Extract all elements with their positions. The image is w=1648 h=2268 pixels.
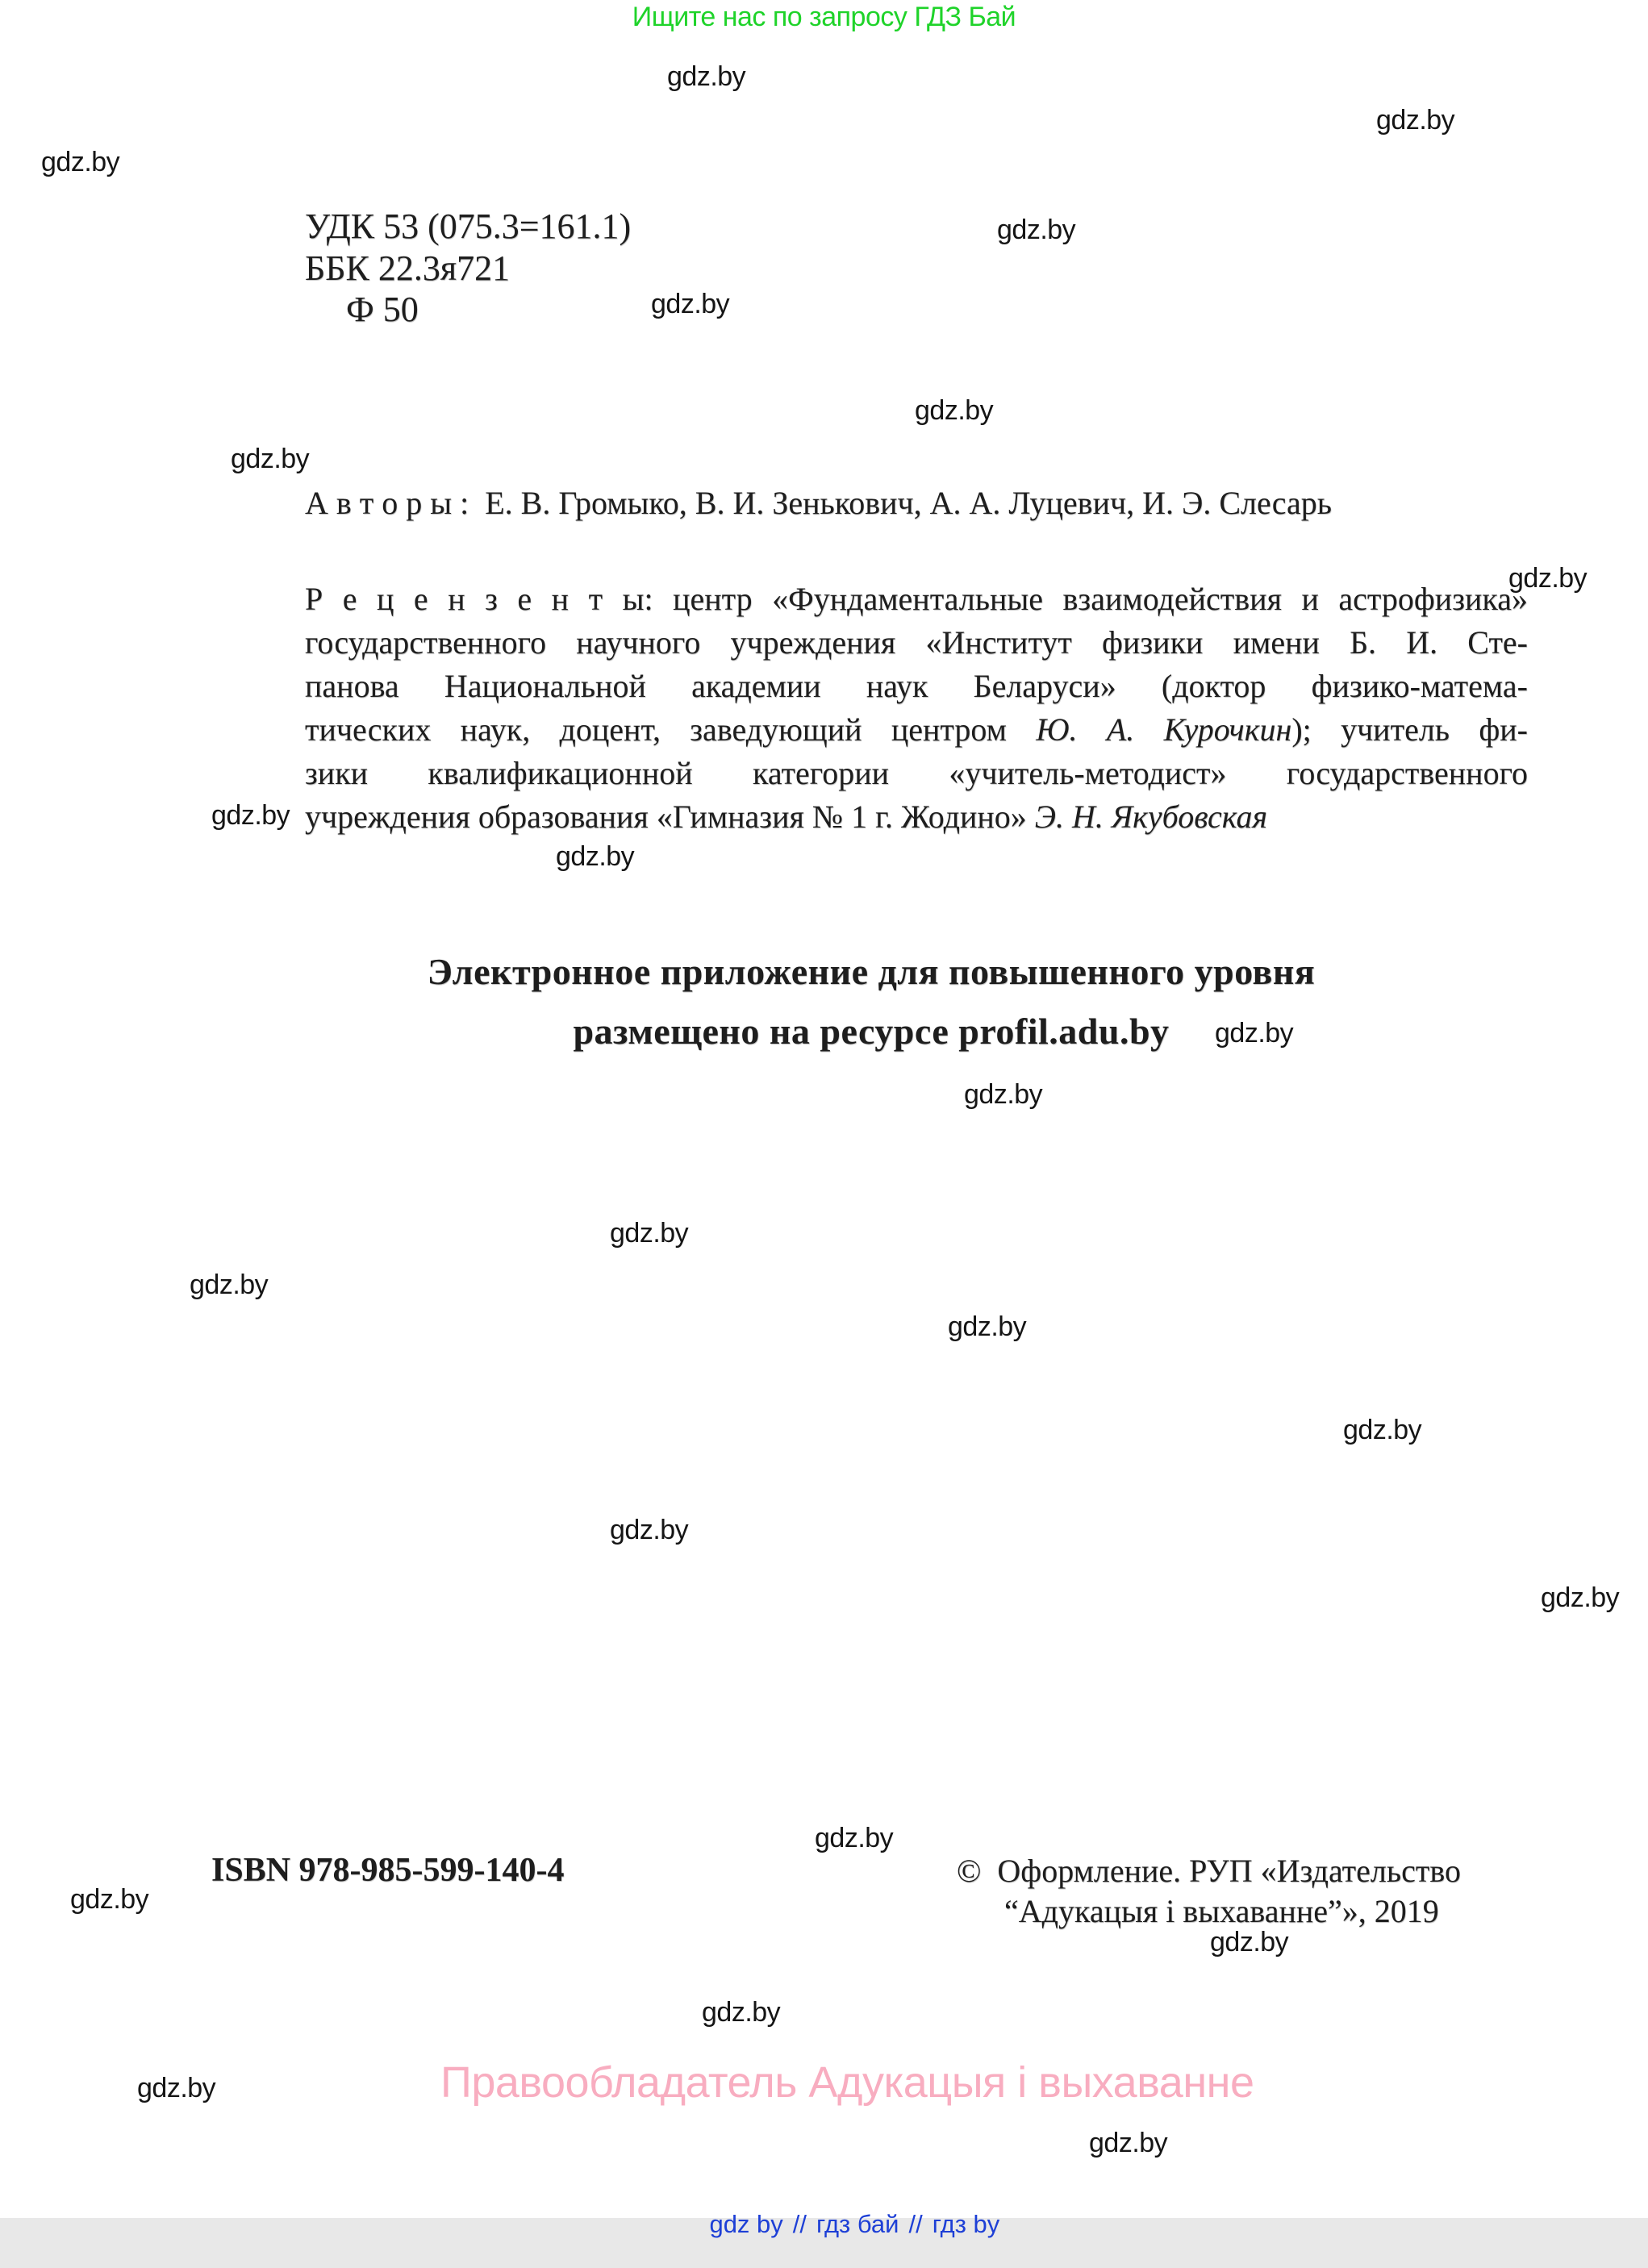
- footer-link-gdz-bai[interactable]: гдз бай: [816, 2210, 899, 2238]
- reviewers-line-4: [305, 708, 1528, 752]
- gdz-watermark: gdz.by: [1508, 563, 1588, 594]
- copyright-line-2: “Адукацыя і выхаванне”», 2019: [1004, 1893, 1439, 1929]
- reviewers-line-4-text: тических наук, доцент, заведующий центром: [305, 711, 1037, 748]
- reviewers-line-3: панова Национальной академии наук Беларуси» (доктор физико-матема-: [305, 668, 1528, 704]
- reviewers-line-2: государственного научного учреждения «Институт физики имени Б. И. Сте-: [305, 624, 1528, 661]
- udk-code: УДК 53 (075.3=161.1): [305, 206, 632, 246]
- gdz-watermark: gdz.by: [137, 2073, 216, 2103]
- gdz-watermark: gdz.by: [1376, 105, 1455, 135]
- footer-link-gdz-by[interactable]: gdz by: [709, 2210, 783, 2238]
- footer-separator: //: [792, 2210, 807, 2238]
- gdz-watermark: gdz.by: [997, 215, 1076, 245]
- footer-separator: //: [908, 2210, 923, 2238]
- gdz-watermark: gdz.by: [964, 1079, 1043, 1110]
- gdz-watermark: gdz.by: [610, 1218, 689, 1249]
- reviewer-name-kurochkin: Ю. А. Курочкин: [1036, 711, 1292, 748]
- reviewer-name-yakubovskaya: Э. Н. Якубовская: [1034, 798, 1268, 835]
- gdz-watermark: gdz.by: [1541, 1582, 1620, 1613]
- gdz-watermark: gdz.by: [915, 395, 994, 426]
- eapp-notice-line-2: размещено на ресурсе profil.adu.by: [573, 1011, 1170, 1052]
- gdz-watermark: gdz.by: [211, 800, 290, 831]
- gdz-watermark: gdz.by: [610, 1515, 689, 1545]
- gdz-watermark: gdz.by: [41, 147, 120, 177]
- gdz-watermark: gdz.by: [190, 1269, 269, 1300]
- rights-holder-notice: Правообладатель Адукацыя і выхаванне: [440, 2058, 1254, 2107]
- gdz-watermark: gdz.by: [948, 1311, 1027, 1342]
- gdz-watermark: gdz.by: [1215, 1018, 1294, 1049]
- isbn: ISBN 978-985-599-140-4: [211, 1852, 565, 1889]
- gdz-watermark: gdz.by: [1210, 1927, 1289, 1957]
- gdz-watermark: gdz.by: [1343, 1415, 1422, 1445]
- footer-link-gdz-by-2[interactable]: гдз by: [932, 2210, 1000, 2238]
- authors-line: А в т о р ы : Е. В. Громыко, В. И. Зенькович, А. А. Луцевич, И. Э. Слесарь: [305, 485, 1333, 521]
- reviewers-line-6: [305, 795, 1528, 839]
- reviewers-line-4-tail: ); учитель фи-: [1291, 711, 1528, 748]
- reviewers-line-1: Р е ц е н з е н т ы: центр «Фундаментальные взаимодействия и астрофизика»: [305, 581, 1528, 617]
- gdz-watermark: gdz.by: [70, 1884, 149, 1915]
- promo-banner: Ищите нас по запросу ГДЗ Бай: [632, 2, 1016, 32]
- gdz-watermark: gdz.by: [231, 444, 310, 474]
- footer-links: [682, 2181, 999, 2268]
- author-sign-code: Ф 50: [346, 290, 419, 329]
- gdz-watermark: gdz.by: [702, 1997, 781, 2028]
- gdz-watermark: gdz.by: [651, 289, 730, 319]
- gdz-watermark: gdz.by: [1089, 2128, 1168, 2158]
- eapp-notice-line-1: Электронное приложение для повышенного уровня: [427, 951, 1316, 992]
- gdz-watermark: gdz.by: [667, 61, 746, 92]
- copyright-line-1: © Оформление. РУП «Издательство: [957, 1853, 1461, 1889]
- reviewers-line-5: зики квалификационной категории «учитель-методист» государственного: [305, 755, 1528, 791]
- reviewers-paragraph: [305, 577, 1528, 839]
- reviewers-line-6-text: учреждения образования «Гимназия № 1 г. Жодино»: [305, 798, 1035, 835]
- gdz-watermark: gdz.by: [815, 1823, 894, 1853]
- gdz-watermark: gdz.by: [556, 841, 635, 872]
- bbk-code: ББК 22.3я721: [305, 248, 511, 288]
